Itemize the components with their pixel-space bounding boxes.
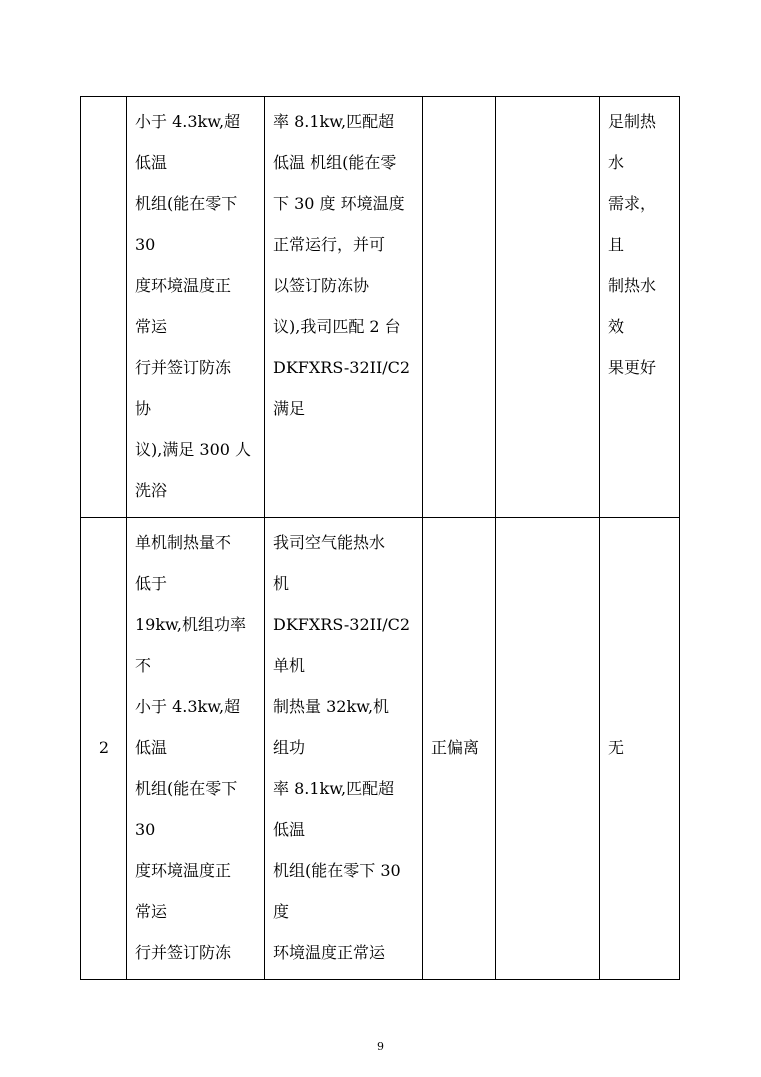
requirement-cell [127, 97, 265, 518]
note-line: 且 [608, 235, 625, 254]
response-line: 单机 [273, 656, 306, 675]
requirement-line: 议),满足 300 人 [135, 440, 252, 459]
response-line: 环境温度正常运 [273, 943, 386, 962]
response-line: 制热量 32kw,机 [273, 697, 390, 716]
requirement-line: 低温 [135, 738, 168, 757]
response-line: DKFXRS-32II/C2 [273, 615, 411, 634]
note-line: 足制热 [608, 112, 657, 131]
note-cell: 无 [600, 518, 680, 980]
requirement-line: 机组(能在零下 [135, 779, 238, 798]
response-line: 低温 机组(能在零 [273, 153, 397, 172]
requirements-table [80, 96, 680, 980]
response-line: 低温 [273, 820, 306, 839]
requirement-line: 行并签订防冻 [135, 943, 232, 962]
requirement-line: 机组(能在零下 [135, 194, 238, 213]
note-line: 需求， [608, 194, 657, 213]
response-line: 率 8.1kw,匹配超 [273, 112, 395, 131]
requirement-line: 度环境温度正 [135, 861, 232, 880]
note-line: 制热水 [608, 276, 657, 295]
requirement-line: 30 [135, 235, 156, 254]
note-cell [600, 97, 680, 518]
response-line: 满足 [273, 399, 306, 418]
response-line: 下 30 度 环境温度 [273, 194, 405, 213]
requirement-line: 19kw,机组功率 [135, 615, 246, 634]
blank-cell [496, 518, 600, 980]
response-line: 议),我司匹配 2 台 [273, 317, 401, 336]
requirement-line: 洗浴 [135, 481, 168, 500]
requirement-line: 行并签订防冻 [135, 358, 232, 377]
row-number-cell: 2 [81, 518, 127, 980]
response-cell [265, 97, 423, 518]
table-row [81, 518, 680, 980]
row-number-cell [81, 97, 127, 518]
requirement-line: 低温 [135, 153, 168, 172]
requirement-line: 低于 [135, 574, 168, 593]
page-number: 9 [377, 1040, 384, 1053]
response-line: 以签订防冻协 [273, 276, 370, 295]
table-row [81, 97, 680, 518]
response-cell [265, 518, 423, 980]
requirement-line: 度环境温度正 [135, 276, 232, 295]
requirement-line: 小于 4.3kw,超 [135, 112, 241, 131]
deviation-cell: 正偏离 [423, 518, 496, 980]
requirement-line: 30 [135, 820, 156, 839]
response-line: 率 8.1kw,匹配超 [273, 779, 395, 798]
response-line: 机组(能在零下 30 [273, 861, 401, 880]
requirement-line: 协 [135, 399, 152, 418]
requirement-line: 常运 [135, 317, 168, 336]
requirement-line: 小于 4.3kw,超 [135, 697, 241, 716]
note-line: 效 [608, 317, 625, 336]
note-line: 果更好 [608, 358, 657, 377]
response-line: 度 [273, 902, 290, 921]
requirement-line: 常运 [135, 902, 168, 921]
requirement-line: 单机制热量不 [135, 533, 232, 552]
note-line: 水 [608, 153, 625, 172]
deviation-cell [423, 97, 496, 518]
requirement-cell [127, 518, 265, 980]
blank-cell [496, 97, 600, 518]
response-line: 机 [273, 574, 290, 593]
requirement-line: 不 [135, 656, 152, 675]
response-line: 正常运行，并可 [273, 235, 386, 254]
response-line: DKFXRS-32II/C2 [273, 358, 411, 377]
response-line: 我司空气能热水 [273, 533, 386, 552]
response-line: 组功 [273, 738, 306, 757]
